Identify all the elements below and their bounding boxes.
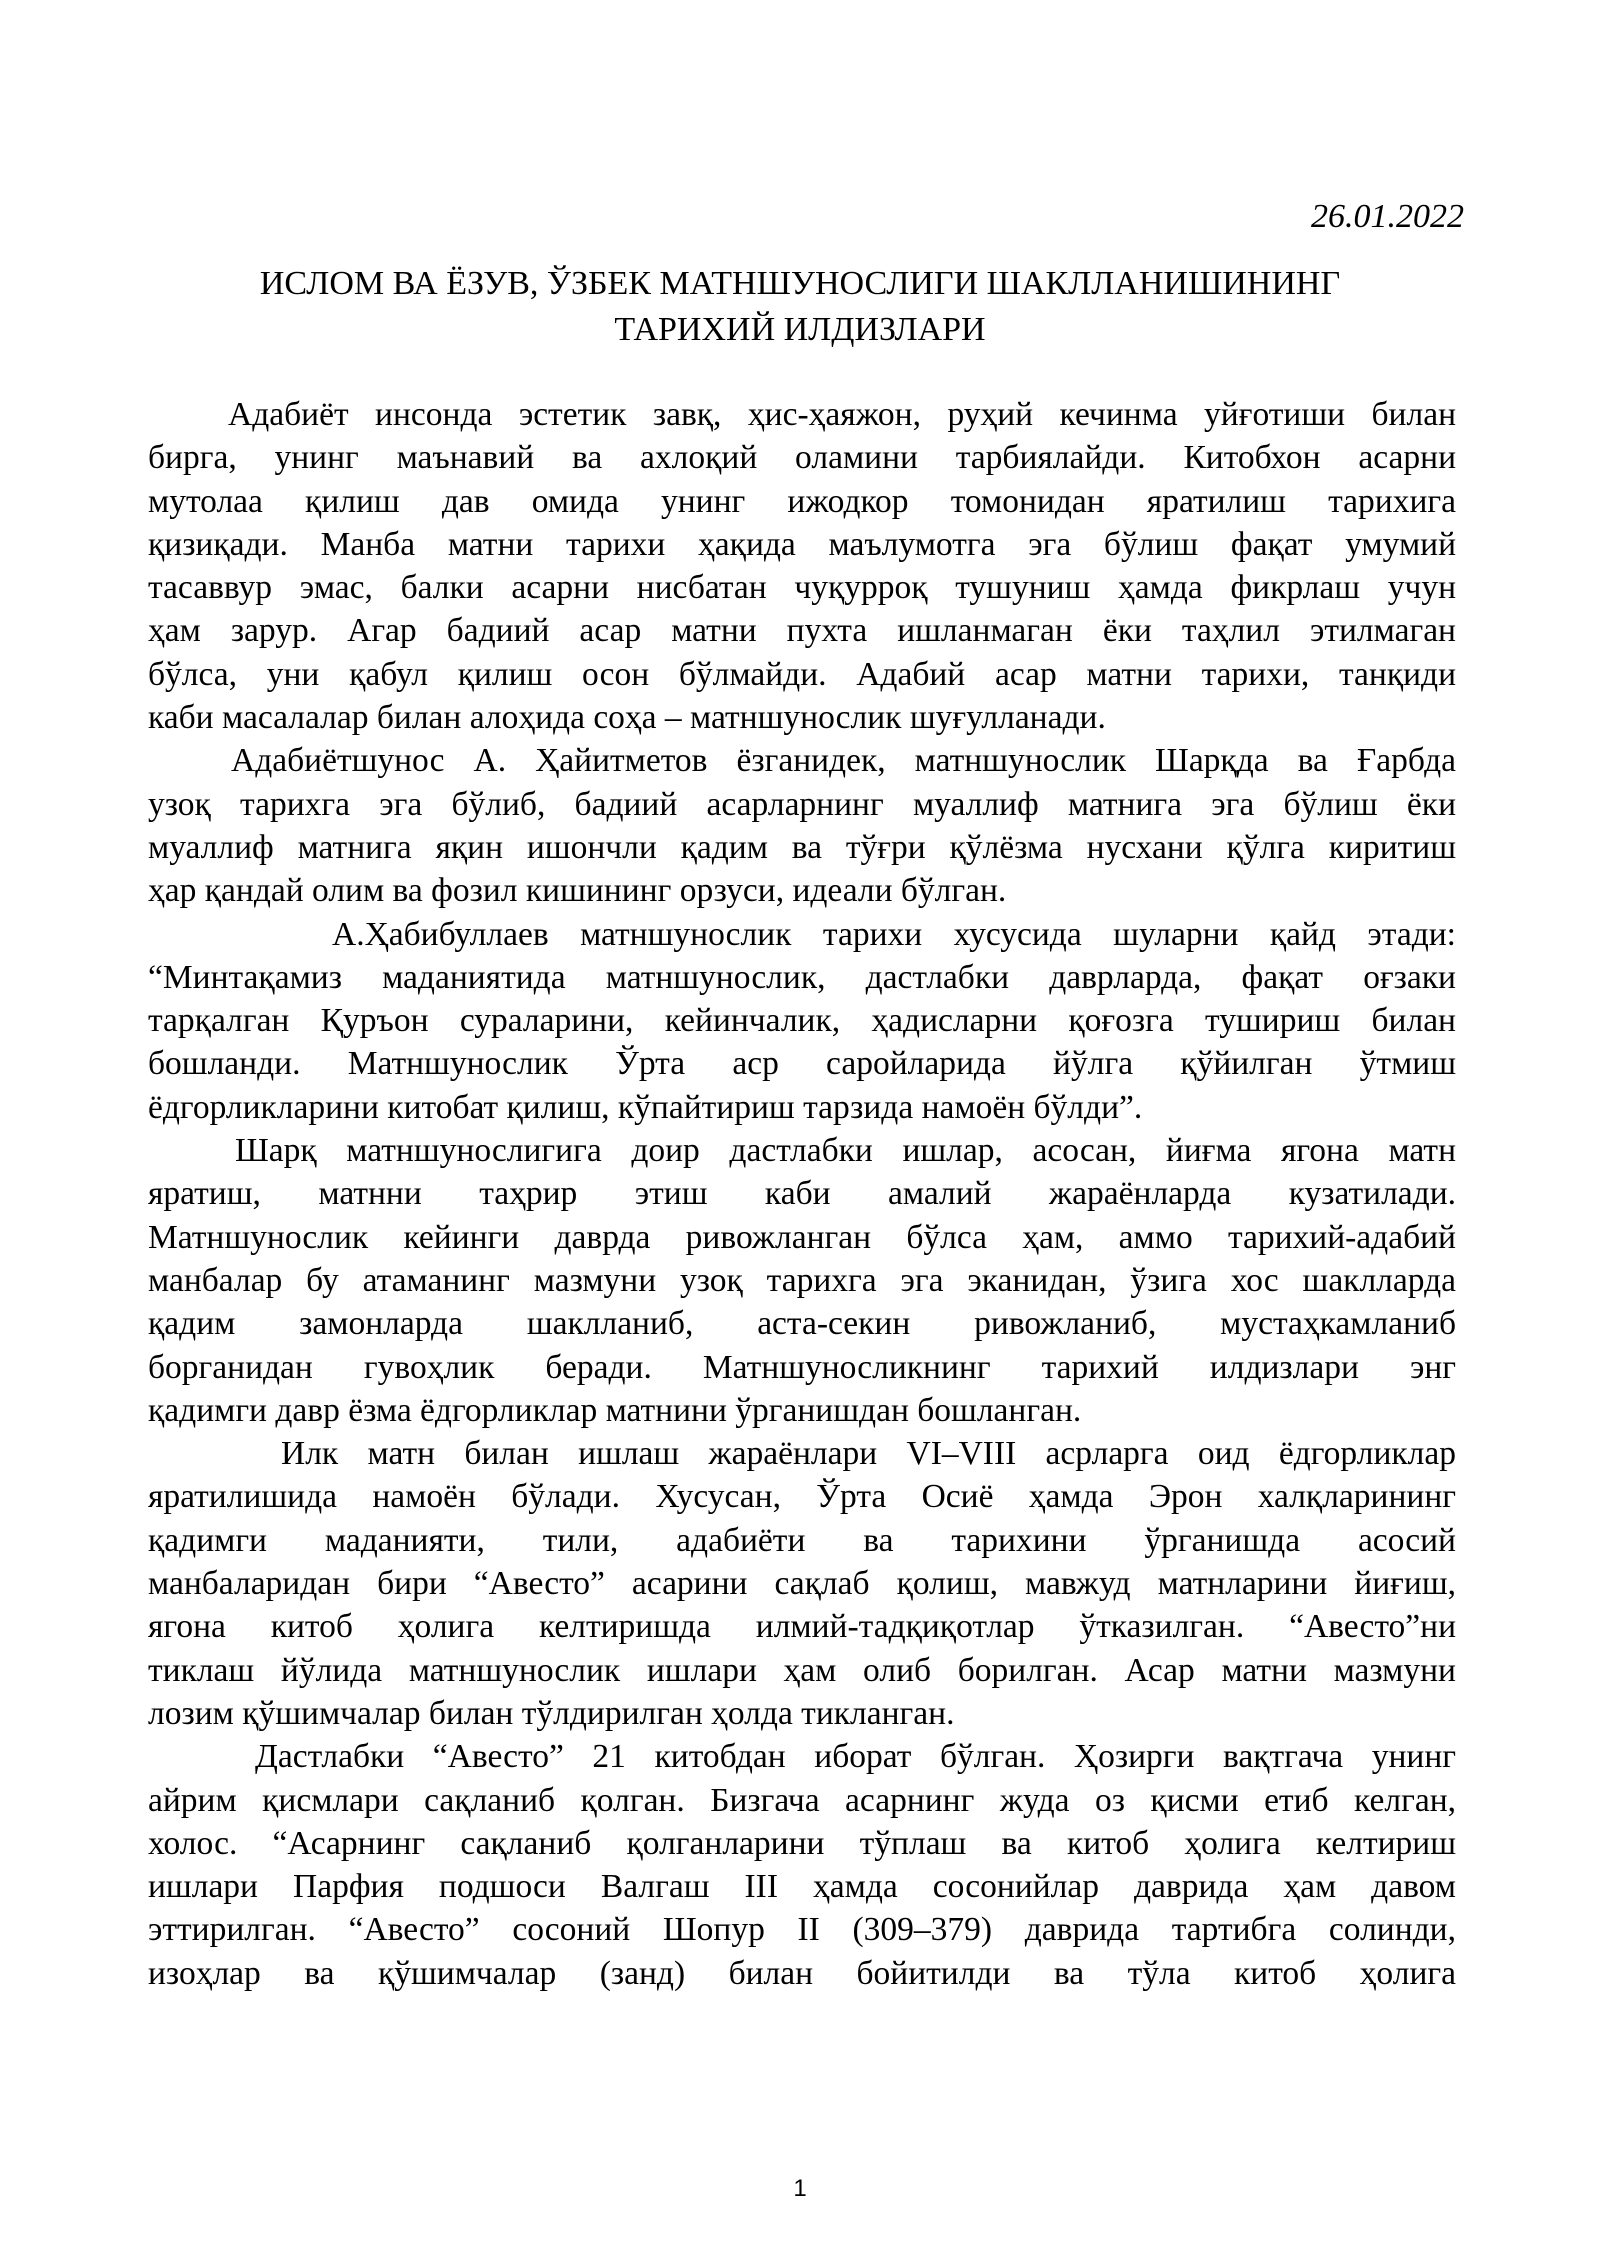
text-line: яратиш, матнни таҳрир этиш каби амалий жараёнларда кузатилади. — [148, 1175, 1456, 1213]
paragraph — [148, 913, 1456, 1129]
text-line: яратилишида намоён бўлади. Хусусан, Ўрта Осиё ҳамда Эрон халқларининг — [148, 1478, 1456, 1516]
text-line: тиклаш йўлида матншунослик ишлари ҳам олиб борилган. Асар матни мазмуни — [148, 1651, 1456, 1689]
text-line: бирга, унинг маънавий ва ахлоқий оламини тарбиялайди. Китобхон асарни — [148, 439, 1456, 477]
text-line: Шарқ матншунослигига доир дастлабки ишлар, асосан, йиғма ягона матн — [235, 1132, 1456, 1170]
text-line: қизиқади. Манба матни тарихи ҳақида маълумотга эга бўлиш фақат умумий — [148, 525, 1456, 563]
text-line: Илк матн билан ишлаш жараёнлари VI–VIII асрларга оид ёдгорликлар — [281, 1435, 1456, 1473]
text-line: қадимги давр ёзма ёдгорликлар матнини ўрганишдан бошланган. — [148, 1391, 1082, 1429]
text-line: ҳар қандай олим ва фозил кишининг орзуси, идеали бўлган. — [148, 872, 1007, 910]
document-title — [148, 261, 1452, 353]
text-line: каби масалалар билан алоҳида соҳа – матншунослик шуғулланади. — [148, 699, 1106, 737]
text-line: узоқ тарихга эга бўлиб, бадиий асарларнинг муаллиф матнига эга бўлиш ёки — [148, 785, 1456, 823]
page-number: 1 — [793, 2175, 807, 2202]
text-line: манбалар бу атаманинг мазмуни узоқ тарихга эга эканидан, ўзига хос шаклларда — [148, 1261, 1456, 1299]
text-line: Матншунослик кейинги даврда ривожланган бўлса ҳам, аммо тарихий-адабий — [148, 1218, 1456, 1256]
text-line: А.Ҳабибуллаев матншунослик тарихи хусусида шуларни қайд этади: — [332, 915, 1456, 953]
text-line: мутолаа қилиш дав омида унинг ижодкор томонидан яратилиш тарихига — [148, 482, 1456, 520]
text-line: тасаввур эмас, балки асарни нисбатан чуқурроқ тушуниш ҳамда фикрлаш учун — [148, 569, 1456, 607]
text-line: манбаларидан бири “Авесто” асарини сақлаб қолиш, мавжуд матнларини йиғиш, — [148, 1565, 1456, 1603]
paragraph — [148, 1735, 1456, 1995]
text-line: қадимги маданияти, тили, адабиёти ва тарихини ўрганишда асосий — [148, 1521, 1456, 1559]
text-line: Дастлабки “Авесто” 21 китобдан иборат бўлган. Ҳозирги вақтгача унинг — [255, 1738, 1456, 1776]
paragraph — [148, 393, 1456, 739]
text-line: эттирилган. “Авесто” сосоний Шопур II (309–379) даврида тартибга солинди, — [148, 1911, 1456, 1949]
paragraph — [148, 1432, 1456, 1735]
title-line: ИСЛОМ ВА ЁЗУВ, ЎЗБЕК МАТНШУНОСЛИГИ ШАКЛЛАНИШИНИНГ — [259, 265, 1341, 302]
document-body — [148, 393, 1456, 1995]
text-line: холос. “Асарнинг сақланиб қолганларини тўплаш ва китоб ҳолига келтириш — [148, 1824, 1456, 1862]
paragraph — [148, 739, 1456, 912]
text-line: бошланди. Матншунослик Ўрта аср саройларида йўлга қўйилган ўтмиш — [148, 1045, 1456, 1083]
text-line: изоҳлар ва қўшимчалар (занд) билан бойитилди ва тўла китоб ҳолига — [148, 1954, 1456, 1992]
text-line: “Минтақамиз маданиятида матншунослик, дастлабки даврларда, фақат оғзаки — [148, 958, 1456, 996]
text-line: ёдгорликларини китобат қилиш, кўпайтириш тарзида намоён бўлди”. — [148, 1088, 1143, 1126]
text-line: борганидан гувоҳлик беради. Матншуносликнинг тарихий илдизлари энг — [148, 1348, 1456, 1386]
text-line: лозим қўшимчалар билан тўлдирилган ҳолда тикланган. — [148, 1694, 955, 1732]
title-line: ТАРИХИЙ ИЛДИЗЛАРИ — [614, 311, 986, 348]
text-line: Адабиёт инсонда эстетик завқ, ҳис-ҳаяжон, руҳий кечинма уйғотиши билан — [228, 396, 1456, 433]
text-line: Адабиётшунос А. Ҳайитметов ёзганидек, матншунослик Шарқда ва Ғарбда — [231, 742, 1456, 780]
paragraph — [148, 1129, 1456, 1432]
text-line: тарқалган Қуръон сураларини, кейинчалик, ҳадисларни қоғозга тушириш билан — [148, 1002, 1456, 1040]
text-line: ягона китоб ҳолига келтиришда илмий-тадқиқотлар ўтказилган. “Авесто”ни — [148, 1608, 1456, 1646]
text-line: бўлса, уни қабул қилиш осон бўлмайди. Адабий асар матни тарихи, танқиди — [148, 655, 1456, 693]
text-line: муаллиф матнига яқин ишончли қадим ва тўғри қўлёзма нусхани қўлга киритиш — [148, 828, 1456, 866]
document-date: 26.01.2022 — [1311, 198, 1464, 235]
text-line: айрим қисмлари сақланиб қолган. Бизгача асарнинг жуда оз қисми етиб келган, — [148, 1781, 1456, 1819]
text-line: ҳам зарур. Агар бадиий асар матни пухта ишланмаган ёки таҳлил этилмаган — [148, 612, 1456, 650]
text-line: қадим замонларда шаклланиб, аста-секин ривожланиб, мустаҳкамланиб — [148, 1305, 1456, 1343]
text-line: ишлари Парфия подшоси Валгаш III ҳамда сосонийлар даврида ҳам давом — [148, 1868, 1456, 1906]
